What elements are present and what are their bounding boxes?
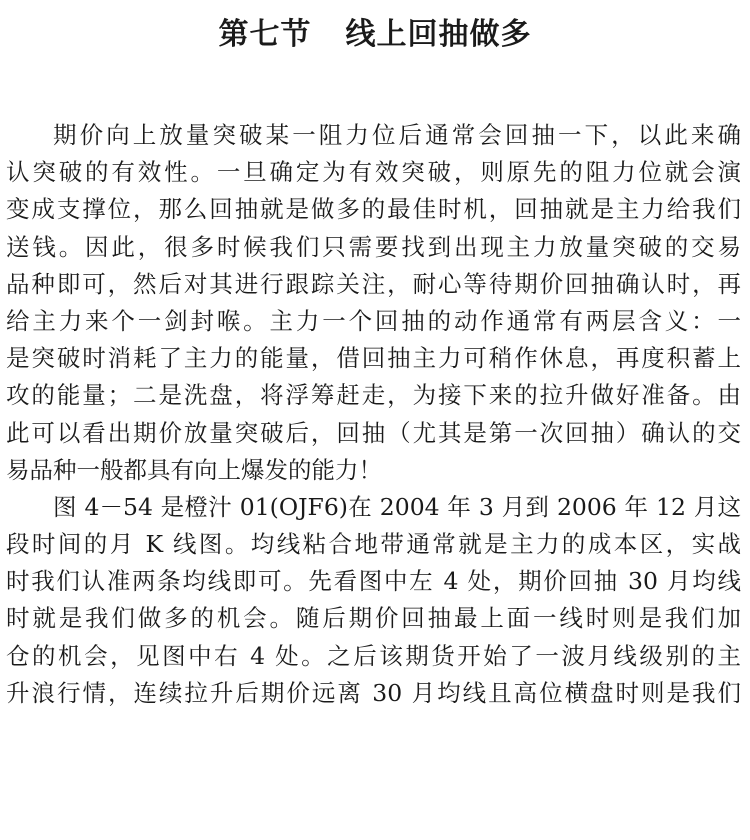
text-line: 此可以看出期价放量突破后，回抽（尤其是第一次回抽）确认的交 — [6, 418, 741, 447]
text-line: 时我们认准两条均线即可。先看图中左 4 处，期价回抽 30 月均线 — [6, 567, 741, 596]
body-text — [6, 117, 741, 712]
text-line: 期价向上放量突破某一阻力位后通常会回抽一下，以此来确 — [53, 121, 741, 149]
text-line: 送钱。因此，很多时候我们只需要找到出现主力放量突破的交易 — [6, 232, 741, 261]
section-number: 第七节 — [218, 17, 312, 52]
text-line: 段时间的月 K 线图。均线粘合地带通常就是主力的成本区，实战 — [6, 530, 741, 559]
text-line: 时就是我们做多的机会。随后期价回抽最上面一线时则是我们加 — [6, 604, 741, 633]
section-heading: 线上回抽做多 — [345, 17, 532, 52]
text-line: 攻的能量；二是洗盘，将浮筹赶走，为接下来的拉升做好准备。由 — [6, 381, 741, 410]
section-title — [0, 10, 750, 60]
text-line: 是突破时消耗了主力的能量，借回抽主力可稍作休息，再度积蓄上 — [6, 344, 741, 373]
text-line: 仓的机会，见图中右 4 处。之后该期货开始了一波月线级别的主 — [6, 641, 741, 670]
text-line: 升浪行情，连续拉升后期价远离 30 月均线且高位横盘时则是我们 — [6, 678, 741, 707]
text-line: 图 4－54 是橙汁 01(OJF6)在 2004 年 3 月到 2006 年 12 月这 — [53, 492, 741, 521]
text-line: 品种即可，然后对其进行跟踪关注，耐心等待期价回抽确认时，再 — [6, 269, 741, 298]
text-line: 给主力来个一剑封喉。主力一个回抽的动作通常有两层含义：一 — [6, 306, 741, 335]
text-line: 易品种一般都具有向上爆发的能力！ — [6, 455, 382, 484]
text-line: 变成支撑位，那么回抽就是做多的最佳时机，回抽就是主力给我们 — [6, 195, 741, 224]
text-line: 认突破的有效性。一旦确定为有效突破，则原先的阻力位就会演 — [6, 158, 741, 187]
